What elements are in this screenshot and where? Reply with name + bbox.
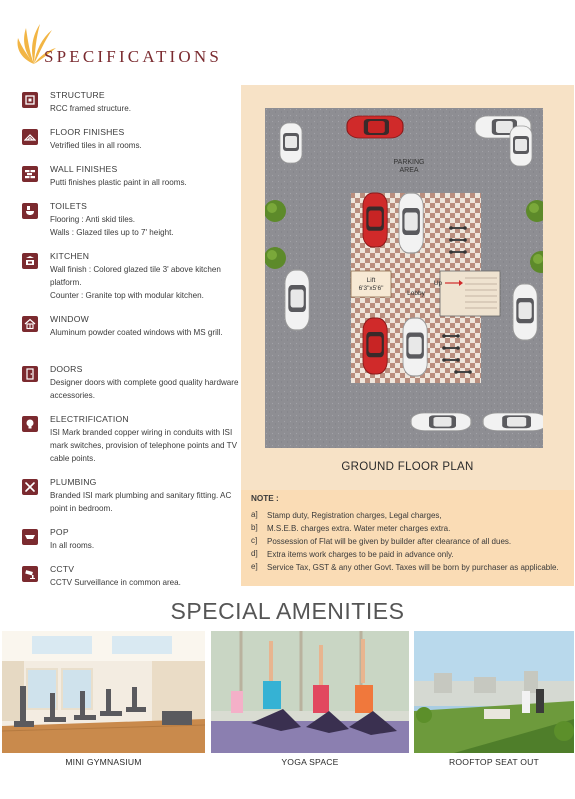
amenity-label: YOGA SPACE <box>281 757 339 767</box>
spec-desc: Branded ISI mark plumbing and sanitary fitting. AC point in bedroom. <box>50 491 232 513</box>
spec-title: WALL FINISHES <box>50 164 118 174</box>
spec-title: ELECTRIFICATION <box>50 414 129 424</box>
kitchen-icon <box>22 253 38 269</box>
cctv-icon <box>22 566 38 582</box>
spec-desc: Aluminum powder coated windows with MS grill. <box>50 328 223 337</box>
spec-desc: Flooring : Anti skid tiles. Walls : Glazed tiles up to 7' height. <box>50 215 174 237</box>
spec-desc: RCC framed structure. <box>50 104 131 113</box>
yoga-photo <box>211 631 409 753</box>
spec-desc: ISI Mark branded copper wiring in conduits with ISI mark switches, provision of telephone points and TV cable points. <box>50 428 238 463</box>
up-label: Up <box>433 280 443 287</box>
spec-title: PLUMBING <box>50 477 97 487</box>
wall-icon <box>22 166 38 182</box>
spec-title: KITCHEN <box>50 251 90 261</box>
rooftop-photo <box>414 631 574 753</box>
plan-caption: GROUND FLOOR PLAN <box>341 461 474 473</box>
spec-title: DOORS <box>50 364 83 374</box>
window-icon <box>22 316 38 332</box>
ground-floor-plan <box>265 108 543 448</box>
parking-area-label: PARKING AREA <box>393 159 425 174</box>
spec-title: POP <box>50 527 69 537</box>
floor-icon <box>22 129 38 145</box>
spec-title: TOILETS <box>50 201 88 211</box>
note-title: NOTE : <box>251 494 279 503</box>
tools-icon <box>22 479 38 495</box>
spec-desc: Putti finishes plastic paint in all rooms. <box>50 178 187 187</box>
amenity-label: ROOFTOP SEAT OUT <box>449 757 539 767</box>
lobby-label: Lobby <box>407 290 425 297</box>
lift-label: Lift 6'3"x5'6" <box>358 277 384 292</box>
page-title: SPECIFICATIONS <box>44 47 222 66</box>
amenity-label: MINI GYMNASIUM <box>65 757 142 767</box>
spec-desc: Wall finish : Colored glazed tile 3' above kitchen platform. Counter : Granite top with modular kitchen. <box>50 265 221 300</box>
spec-title: WINDOW <box>50 314 89 324</box>
spec-desc: CCTV Surveillance in common area. <box>50 578 181 587</box>
bulb-icon <box>22 416 38 432</box>
gym-photo <box>2 631 205 753</box>
pop-icon <box>22 529 38 545</box>
spec-title: CCTV <box>50 564 75 574</box>
amenities-title: SPECIAL AMENITIES <box>170 598 405 624</box>
spec-desc: Vetrified tiles in all rooms. <box>50 141 142 150</box>
door-icon <box>22 366 38 382</box>
spec-title: FLOOR FINISHES <box>50 127 125 137</box>
structure-icon <box>22 92 38 108</box>
toilet-icon <box>22 203 38 219</box>
spec-title: STRUCTURE <box>50 90 105 100</box>
spec-desc: Designer doors with complete good quality hardware accessories. <box>50 378 239 400</box>
spec-desc: In all rooms. <box>50 541 95 550</box>
